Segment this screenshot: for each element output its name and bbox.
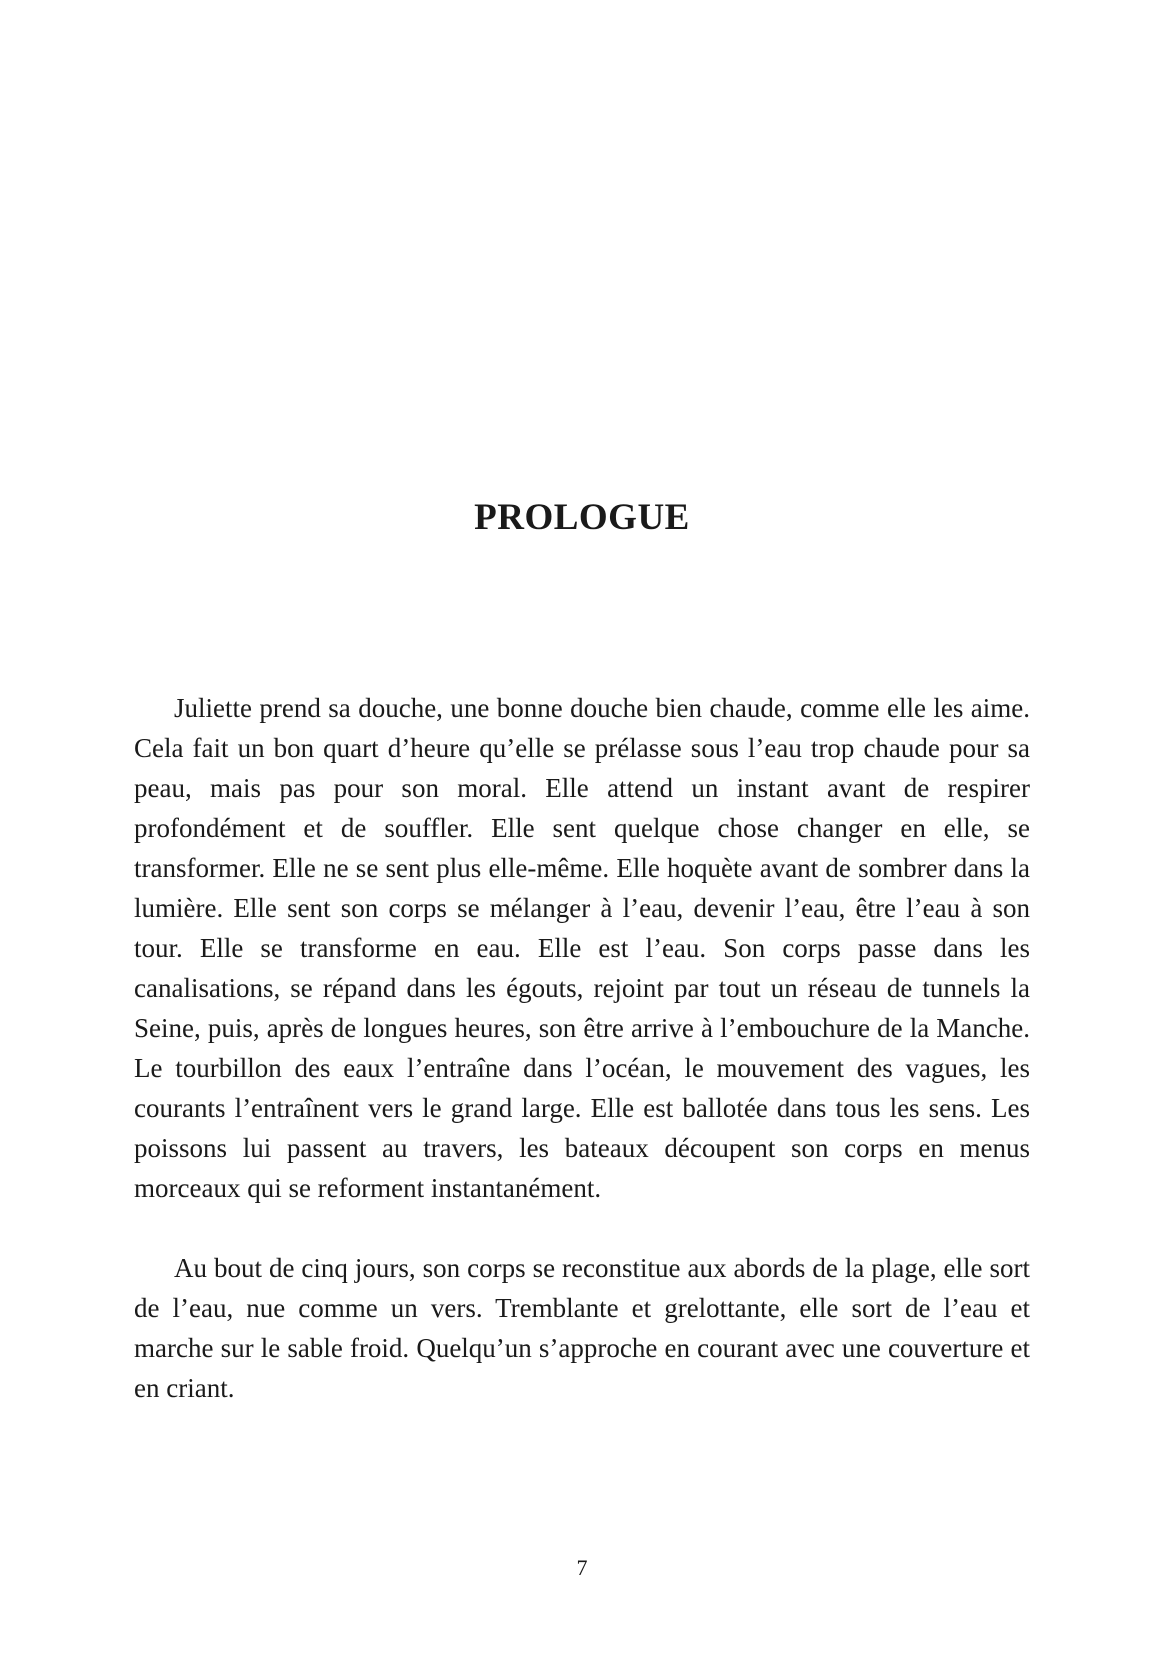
chapter-title: PROLOGUE xyxy=(474,497,690,538)
paragraph-2: Au bout de cinq jours, son corps se reconstitue aux abords de la plage, elle sort de l’eau, nue comme un vers. Tremblante et grelottante, elle sort de l’eau et marche sur le sable froid. Quelqu’un s’approche en courant avec une couverture et en criant. xyxy=(134,1253,1030,1403)
paragraph-1: Juliette prend sa douche, une bonne douche bien chaude, comme elle les aime. Cela fait un bon quart d’heure qu’elle se prélasse sous l’eau trop chaude pour sa peau, mais pas pour son moral. Elle attend un instant avant de respirer profondément et de souffler. Elle sent quelque chose changer en elle, se transformer. Elle ne se sent plus elle-même. Elle hoquète avant de sombrer dans la lumière. Elle sent son corps se mélanger à l’eau, devenir l’eau, être l’eau à son tour. Elle se transforme en eau. Elle est l’eau. Son corps passe dans les canalisations, se répand dans les égouts, rejoint par tout un réseau de tunnels la Seine, puis, après de longues heures, son être arrive à l’embouchure de la Manche. Le tourbillon des eaux l’entraîne dans l’océan, le mouvement des vagues, les courants l’entraînent vers le grand large. Elle est ballotée dans tous les sens. Les poissons lui passent au travers, les bateaux découpent son corps en menus morceaux qui se reforment instantanément. xyxy=(134,693,1030,1203)
chapter-body xyxy=(134,688,1030,1408)
page-number: 7 xyxy=(576,1555,588,1580)
